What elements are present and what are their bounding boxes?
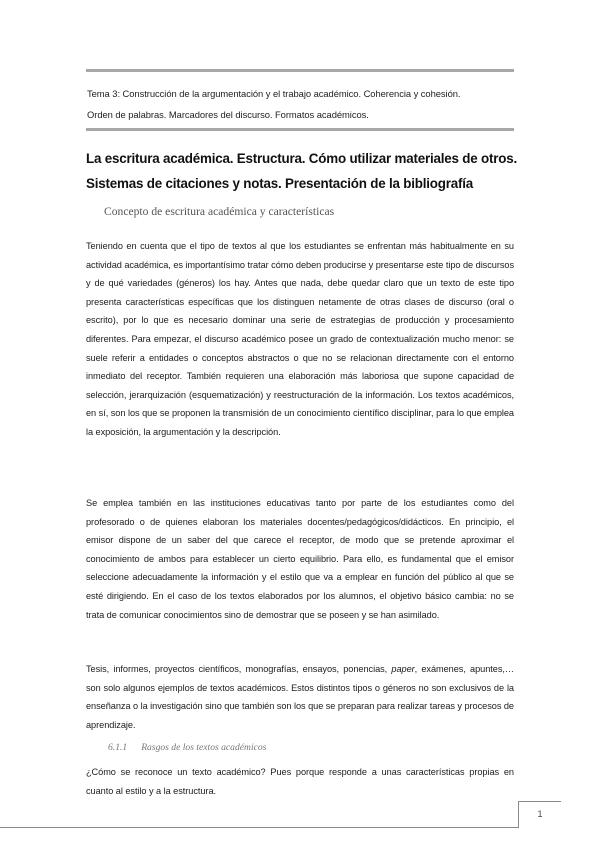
paragraph-3 <box>86 660 514 734</box>
paragraph-1: Teniendo en cuenta que el tipo de textos al que los estudiantes se enfrentan más habitualmente en su actividad académica, es importantísimo tratar cómo deben producirse y presentarse este tipo de discursos y de qué variedades (géneros) los hay. Antes que nada, debe quedar claro que un texto de este tipo presenta características específicas que los distinguen netamente de otras clases de discurso (oral o escrito), por lo que es necesario dominar una serie de estrategias de producción y procesamiento diferentes. Para empezar, el discurso académico posee un grado de contextualización mucho menor: se suele referir a entidades o conceptos abstractos o que no se relacionan directamente con el entorno inmediato del receptor. También requieren una elaboración más laboriosa que supone capacidad de selección, jerarquización (esquematización) y reestructuración de la información. Los textos académicos, en sí, son los que se proponen la transmisión de un conocimiento científico disciplinar, para lo que emplea la exposición, la argumentación y la descripción. <box>86 241 514 437</box>
header-line-2: Orden de palabras. Marcadores del discurso. Formatos académicos. <box>87 109 369 120</box>
section-subtitle: Concepto de escritura académica y características <box>104 205 335 218</box>
paragraph-2: Se emplea también en las instituciones educativas tanto por parte de los estudiantes como del profesorado o de quienes elaboran los materiales docentes/pedagógicos/didácticos. En principio, el emisor dispone de un saber del que carece el receptor, de modo que se pretende aproximar el conocimiento de ambos para establecer un cierto equilibrio. Para ello, es fundamental que el emisor seleccione adecuadamente la información y el estilo que va a emplear en función del público al que se esté dirigiendo. En el caso de los textos elaborados por los alumnos, el objetivo básico cambia: no se trata de comunicar conocimientos sino de demostrar que se poseen y se han asimilado. <box>86 498 514 620</box>
paragraph-3-end: , exámenes, apuntes,… son solo algunos ejemplos de textos académicos. Estos distintos tipos o géneros no son exclusivos de la enseñanza o la investigación sino que también son los que se preparan para realizar tareas y procesos de aprendizaje. <box>86 664 515 730</box>
header-line-1: Tema 3: Construcción de la argumentación y el trabajo académico. Coherencia y cohesión. <box>87 88 461 99</box>
page-number-box <box>518 801 561 828</box>
page-number: 1 <box>537 809 543 819</box>
title-line-1: La escritura académica. Estructura. Cómo utilizar materiales de otros. <box>86 151 518 166</box>
paragraph-3-italic-term: paper <box>391 664 415 674</box>
header-bottom-rule <box>86 128 514 131</box>
subsection-heading <box>108 742 266 753</box>
footer-rule <box>0 827 518 828</box>
subsection-label: Rasgos de los textos académicos <box>141 742 267 753</box>
header-top-rule <box>86 69 514 72</box>
subsection-number: 6.1.1 <box>108 742 128 753</box>
paragraph-4: ¿Cómo se reconoce un texto académico? Pues porque responde a unas características propias en cuanto al estilo y a la estructura. <box>86 767 514 796</box>
paragraph-3-start: Tesis, informes, proyectos científicos, monografías, ensayos, ponencias, <box>86 664 392 674</box>
running-header <box>87 83 513 125</box>
title-line-2: Sistemas de citaciones y notas. Presentación de la bibliografía <box>86 176 474 191</box>
document-title <box>86 146 526 196</box>
